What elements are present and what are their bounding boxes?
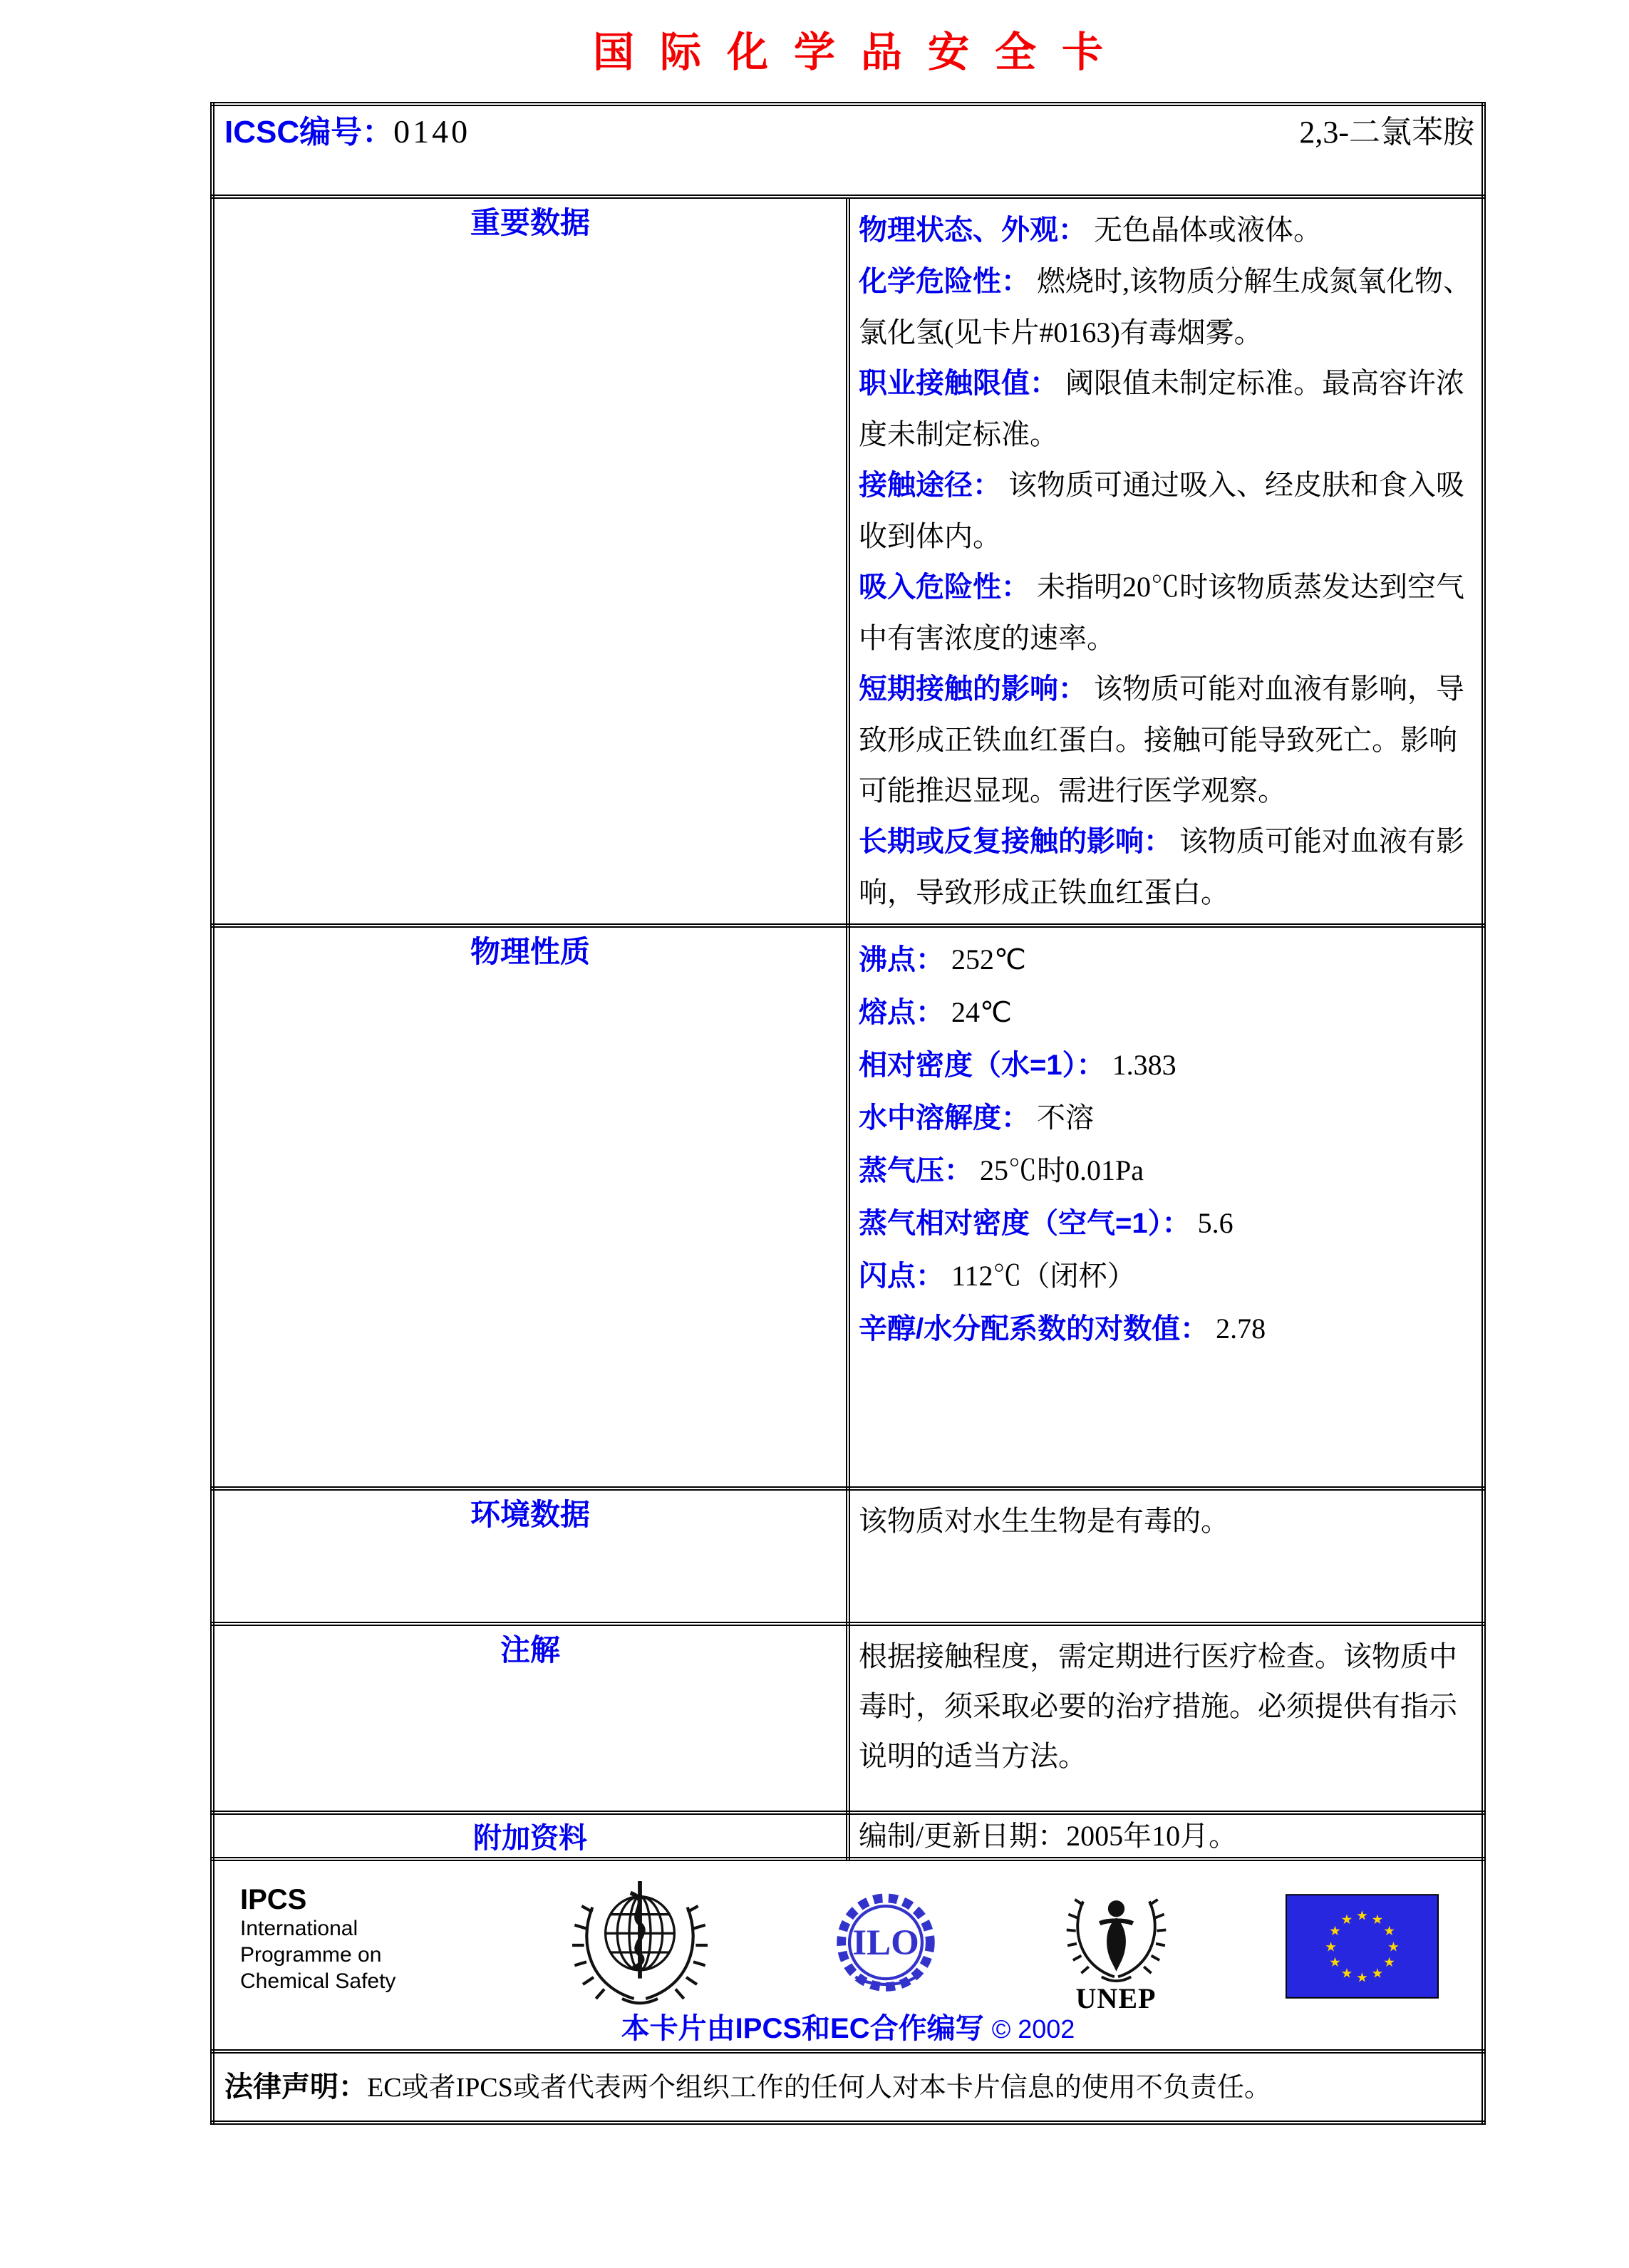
logos-row	[212, 1859, 1484, 2051]
kv-label: 熔点：	[859, 997, 944, 1028]
additional-info-row	[212, 1813, 1484, 1859]
kv-value: 不溶	[1037, 1102, 1094, 1134]
kv-value: 无色晶体或液体。	[1094, 214, 1322, 246]
page-title: 国际化学品安全卡	[592, 29, 1129, 76]
caption-text: 本卡片由IPCS和EC合作编写	[621, 2013, 984, 2044]
kv-value: 燃烧时,该物质分解生成氮氧化物、氯化氢(见卡片#0163)有毒烟雾。	[859, 265, 1472, 348]
kv-label: 长期或反复接触的影响：	[859, 826, 1172, 857]
kv-label: 辛醇/水分配系数的对数值：	[859, 1313, 1209, 1345]
icsc-number-group	[224, 106, 470, 152]
kv-value: 252℃	[951, 943, 1026, 975]
kv-value: 该物质可能对血液有影响，导致形成正铁血红蛋白。接触可能导致死亡。影响可能推迟显现。需进行医学观察。	[859, 673, 1464, 807]
kv-value: 24℃	[951, 996, 1012, 1028]
who-logo	[569, 1874, 711, 2016]
eu-flag	[1286, 1874, 1439, 1999]
section-label-environmental-data: 环境数据	[212, 1488, 848, 1624]
icsc-number-value: 0140	[393, 113, 471, 150]
section-label-physical-properties: 物理性质	[212, 926, 848, 1488]
kv-water-solubility	[859, 1092, 1472, 1144]
important-data-row	[212, 197, 1484, 926]
svg-text:★: ★	[1329, 1954, 1341, 1970]
kv-physical-state	[859, 204, 1472, 256]
cooperation-caption	[214, 2006, 1481, 2046]
ipcs-text-block	[240, 1874, 454, 1994]
svg-text:★: ★	[1356, 1908, 1368, 1924]
kv-label: 沸点：	[859, 944, 944, 975]
kv-value: 112℃（闭杯）	[951, 1260, 1136, 1292]
kv-octanol-water	[859, 1303, 1472, 1355]
svg-text:★: ★	[1371, 1966, 1384, 1982]
kv-value: 2.78	[1216, 1312, 1266, 1345]
logos-cell	[212, 1859, 1484, 2051]
environmental-data-content: 该物质对水生生物是有毒的。	[848, 1488, 1484, 1624]
kv-flash-point	[859, 1250, 1472, 1303]
svg-text:★: ★	[1340, 1966, 1353, 1982]
kv-label: 物理状态、外观：	[859, 214, 1087, 246]
kv-vapor-density	[859, 1197, 1472, 1250]
physical-properties-row	[212, 926, 1484, 1488]
ipcs-line1: International	[240, 1917, 358, 1940]
kv-chemical-danger	[859, 256, 1472, 358]
kv-label: 职业接触限值：	[859, 368, 1058, 399]
update-date-label: 编制/更新日期：	[859, 1819, 1067, 1852]
kv-exposure-routes	[859, 460, 1472, 561]
kv-value: 未指明20℃时该物质蒸发达到空气中有害浓度的速率。	[859, 571, 1464, 654]
kv-boiling-point	[859, 933, 1472, 986]
kv-melting-point	[859, 986, 1472, 1039]
svg-text:★: ★	[1387, 1940, 1400, 1955]
legal-row	[212, 2051, 1484, 2123]
kv-label: 蒸气压：	[859, 1155, 973, 1186]
svg-text:★: ★	[1383, 1923, 1395, 1939]
legal-text: EC或者IPCS或者代表两个组织工作的任何人对本卡片信息的使用不负责任。	[367, 2072, 1271, 2103]
ipcs-acronym: IPCS	[240, 1884, 307, 1915]
eu-flag-icon	[1286, 1894, 1439, 1999]
ilo-logo	[825, 1874, 946, 2005]
section-label-important-data: 重要数据	[212, 197, 848, 926]
kv-label: 化学危险性：	[859, 266, 1030, 297]
svg-text:★: ★	[1325, 1940, 1337, 1955]
kv-value: 25℃时0.01Pa	[980, 1154, 1144, 1186]
ipcs-line2: Programme on	[240, 1943, 382, 1967]
icsc-card-table	[210, 102, 1486, 2125]
kv-value: 1.383	[1112, 1049, 1176, 1081]
kv-occupational-limit	[859, 358, 1472, 460]
section-label-additional-info: 附加资料	[212, 1813, 848, 1859]
kv-value: 该物质可通过吸入、经皮肤和食入吸收到体内。	[859, 469, 1464, 552]
kv-value: 阈限值未制定标准。最高容许浓度未制定标准。	[859, 367, 1464, 450]
kv-label: 接触途径：	[859, 470, 1001, 501]
svg-text:★: ★	[1340, 1912, 1353, 1928]
svg-text:★: ★	[1329, 1923, 1341, 1939]
unep-icon	[1061, 1881, 1172, 1992]
icsc-number-label: ICSC编号：	[224, 115, 394, 150]
physical-properties-content	[848, 926, 1484, 1488]
update-date-value: 2005年10月。	[1066, 1819, 1238, 1852]
additional-info-content	[848, 1813, 1484, 1859]
who-icon	[569, 1874, 711, 2016]
kv-label: 吸入危险性：	[859, 571, 1030, 603]
chemical-name: 2,3-二氯苯胺	[1299, 115, 1474, 150]
header-cell	[212, 104, 1484, 197]
kv-label: 短期接触的影响：	[859, 673, 1087, 705]
unep-logo	[1061, 1874, 1172, 2013]
unep-letters: UNEP	[1075, 1982, 1157, 2014]
kv-inhalation-risk	[859, 561, 1472, 663]
legal-cell	[212, 2051, 1484, 2123]
ilo-icon	[825, 1884, 946, 2005]
kv-label: 相对密度（水=1）：	[859, 1050, 1105, 1081]
svg-text:★: ★	[1356, 1970, 1368, 1986]
notes-row	[212, 1624, 1484, 1813]
kv-vapor-pressure	[859, 1144, 1472, 1197]
kv-long-term-effects	[859, 816, 1472, 918]
important-data-content	[848, 197, 1484, 926]
kv-label: 水中溶解度：	[859, 1102, 1030, 1134]
kv-value: 5.6	[1197, 1207, 1234, 1239]
header-row	[212, 104, 1484, 197]
kv-label: 蒸气相对密度（空气=1）：	[859, 1208, 1191, 1239]
caption-copyright: © 2002	[991, 2014, 1075, 2044]
svg-text:★: ★	[1383, 1954, 1395, 1970]
notes-content: 根据接触程度，需定期进行医疗检查。该物质中毒时，须采取必要的治疗措施。必须提供有指示说明的适当方法。	[848, 1624, 1484, 1813]
svg-text:ILO: ILO	[852, 1923, 919, 1964]
kv-label: 闪点：	[859, 1260, 944, 1292]
legal-label: 法律声明：	[224, 2071, 367, 2103]
svg-text:★: ★	[1371, 1912, 1384, 1928]
kv-short-term-effects	[859, 663, 1472, 816]
kv-relative-density	[859, 1039, 1472, 1092]
environmental-data-row	[212, 1488, 1484, 1624]
kv-value: 该物质可能对血液有影响，导致形成正铁血红蛋白。	[859, 825, 1464, 908]
ipcs-line3: Chemical Safety	[240, 1969, 396, 1993]
section-label-notes: 注解	[212, 1624, 848, 1813]
